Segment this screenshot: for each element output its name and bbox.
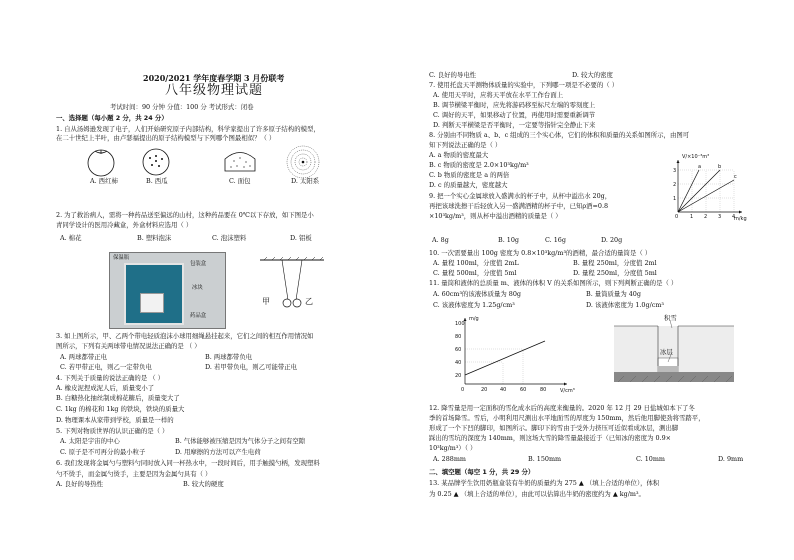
q11-ylabel: m/g bbox=[469, 316, 479, 322]
q3-option-d: D. 若甲带负电，则乙可能带正电 bbox=[205, 363, 298, 371]
q12-line: 形成了一个下凹的脚印，如图所示。脚印下的雪由于受外力挤压可近似看成冰层，测出脚 bbox=[429, 424, 679, 432]
q13-line: 为 0.25 ▲ （填上合适的单位），由此可以估算出牛奶的密度约为 ▲ kg/m³。 bbox=[429, 490, 645, 498]
q1-line: 在二十世纪上半叶，由卢瑟福提出的原子结构模型与下列哪个图最相似？（ ） bbox=[56, 134, 276, 142]
q12-line: 10³kg/m³）（ ） bbox=[429, 444, 477, 452]
q13-line: 13. 某品牌学生饮用奶瓶盒装有牛奶的质量约为 275 ▲ （填上合适的单位），体积 bbox=[429, 479, 660, 487]
exam-subtitle: 八年级物理试题 bbox=[165, 83, 264, 98]
q1-option-b: B. 西瓜 bbox=[146, 177, 168, 185]
q6-option-a: A. 良好的导热性 bbox=[56, 480, 104, 488]
q8-xtick: 1 bbox=[690, 214, 694, 220]
q10-option-a: A. 量程 100ml，分度值 2mL bbox=[433, 259, 519, 267]
q7-line: 7. 使用托盘天平测物体质量的实验中，下列哪一项是不必要的（ ） bbox=[429, 81, 619, 89]
q8-line: 知下列说法正确的是（ ） bbox=[429, 141, 502, 149]
q12-option-d: D. 9mm bbox=[718, 455, 744, 463]
exam-title: 2020/2021 学年度春学期 3 月份联考 bbox=[143, 73, 285, 83]
q8-ytick: 2 bbox=[673, 182, 677, 188]
q8-xlabel: m/kg bbox=[734, 216, 747, 222]
label-thermos: 保温瓶 bbox=[113, 255, 130, 261]
q11-ytick: 60 bbox=[455, 347, 462, 353]
q11-ytick: 100 bbox=[455, 321, 465, 327]
q7-option-c: C. 调好的天平，如果移动了位置，再使用时需要重新调节 bbox=[433, 111, 596, 119]
q8-ylabel: V/×10⁻³m³ bbox=[682, 154, 710, 160]
q6-line: 6. 我们发现将金属勺与塑料勺同时放入同一杯热水中，一段时间后，用手触摸勺柄，发现塑料 bbox=[56, 459, 320, 467]
q1-option-c: C. 面包 bbox=[229, 177, 251, 185]
q8-line-b-label: b bbox=[718, 164, 722, 170]
q7-option-b: B. 调节横梁平衡时，应先将游码移至标尺左端的零刻度上 bbox=[433, 101, 596, 109]
q6-option-d: D. 较大的密度 bbox=[572, 71, 613, 79]
q9-option-b: B. 10g bbox=[498, 236, 519, 244]
q8-option-b: B. c 物质的密度是 2.0×10³kg/m³ bbox=[429, 161, 529, 169]
q9-line: 9. 把一个实心金属球放入盛满水的杯子中，从杯中溢出水 20g， bbox=[429, 192, 612, 200]
q8-xtick: 0 bbox=[675, 214, 679, 220]
q6-option-b: B. 较大的硬度 bbox=[183, 480, 224, 488]
q9-option-d: D. 20g bbox=[601, 236, 623, 244]
q10-option-d: D. 量程 250ml，分度值 5ml bbox=[573, 269, 657, 277]
watermelon-figure bbox=[140, 146, 172, 178]
q10-option-c: C. 量程 500ml，分度值 5ml bbox=[433, 269, 517, 277]
q11-line: 11. 量筒和液体的总质量 m、液体的体积 V 的关系如图所示，则下列判断正确的是（ ） bbox=[429, 279, 678, 287]
q5-option-b: B. 气体能够被压缩是因为气体分子之间有空隙 bbox=[175, 437, 306, 445]
label-ice-layer: 冰层 bbox=[660, 348, 673, 356]
q6-line: 勺不烫手，而金属勺烫手，主要是因为金属勺具有（ ） bbox=[56, 470, 212, 478]
q11-option-a: A. 60cm³的该液体质量为 80g bbox=[433, 290, 521, 298]
q7-option-d: D. 判断天平横梁是否平衡时，一定要等指针完全静止下来 bbox=[433, 121, 596, 129]
q11-option-b: B. 量筒质量为 40g bbox=[586, 290, 641, 298]
label-jia: 甲 bbox=[262, 297, 270, 306]
q11-xtick: 0 bbox=[461, 387, 465, 393]
q2-option-b: B. 塑料泡沫 bbox=[137, 234, 172, 242]
q4-option-c: C. 1kg 的棉花和 1kg 的铁块，铁块的质量大 bbox=[56, 405, 185, 413]
label-snow: 积雪 bbox=[664, 314, 677, 322]
q4-option-d: D. 物理课本从家带到学校，质量是一样的 bbox=[56, 416, 174, 424]
bread-figure bbox=[222, 146, 258, 178]
q8-option-a: A. a 物质的密度最大 bbox=[429, 151, 489, 159]
q3-line: 3. 如上图所示，甲、乙两个带电轻质泡沫小球用细绳悬挂起来，它们之间的相互作用情况如 bbox=[56, 332, 314, 340]
q12-option-b: B. 150mm bbox=[528, 455, 562, 463]
q11-ytick: 40 bbox=[455, 360, 462, 366]
q9-line: 再把该球洗擦干后轻放入另一盛满酒精的杯子中，已知ρ酒=0.8 bbox=[429, 202, 609, 210]
q12-line: 12. 降雪量是用一定面积的雪化成水后的高度来衡量的。2020 年 12 月 29 日盐城如本下了冬 bbox=[429, 404, 695, 412]
q8-volume-mass-graph bbox=[668, 156, 750, 220]
q1-option-a: A. 西红柿 bbox=[90, 177, 118, 185]
q8-ytick: 3 bbox=[673, 168, 677, 174]
q11-xtick: 60 bbox=[520, 387, 527, 393]
snow-footprint-figure bbox=[610, 316, 740, 390]
q5-line: 5. 下列对物质世界的认识正确的是（ ） bbox=[56, 427, 169, 435]
q3-line: 图所示，下列有关两球带电情况说法正确的是 （ ） bbox=[56, 342, 201, 350]
label-package: 包装盒 bbox=[190, 261, 207, 267]
q2-option-d: D. 铝板 bbox=[290, 234, 312, 242]
q12-option-a: A. 288mm bbox=[433, 455, 466, 463]
q8-line: 8. 分别由不同物质 a、b、c 组成的三个实心体，它们的体积和质量的关系如图所示，由图可 bbox=[429, 131, 690, 139]
q1-line: 1. 自从汤姆逊发现了电子，人们开始研究原子内部结构，科学家提出了许多原子结构的模型， bbox=[56, 125, 320, 133]
q5-option-a: A. 太阳是宇宙的中心 bbox=[60, 437, 120, 445]
q11-xtick: 40 bbox=[500, 387, 507, 393]
q11-ytick: 80 bbox=[455, 334, 462, 340]
q12-line: 踩出的雪坑的深度为 140mm，则这场大雪的降雪量最接近于（已知冰的密度为 0.9× bbox=[429, 434, 672, 442]
q8-option-c: C. b 物质的密度是 a 的两倍 bbox=[429, 171, 510, 179]
q3-option-c: C. 若甲带正电，则乙一定带负电 bbox=[60, 363, 152, 371]
q5-option-c: C. 原子是不可再分的最小粒子 bbox=[60, 448, 146, 456]
q4-option-a: A. 橡皮泥捏成泥人后，质量变小了 bbox=[56, 384, 155, 392]
q12-line: 季的首场降雪。雪后，小明利用尺测出水平地面雪的厚度为 150mm，然后他用脚使劲将雪踏平， bbox=[429, 414, 705, 422]
exam-info: 考试时间：90 分钟 分值：100 分 考试形式：闭卷 bbox=[110, 103, 254, 111]
label-medicine-box: 药品盒 bbox=[190, 313, 207, 319]
q2-option-a: A. 棉花 bbox=[60, 234, 82, 242]
q8-ytick: 1 bbox=[673, 196, 677, 202]
q4-line: 4. 下列关于质量的说法正确的是 （ ） bbox=[56, 374, 165, 382]
q8-line-c-label: c bbox=[734, 174, 737, 180]
q11-option-c: C. 该液体密度为 1.25g/cm³ bbox=[433, 301, 515, 309]
q9-line: ×10³kg/m³，则从杯中溢出酒精的质量是（ ） bbox=[429, 212, 562, 220]
q11-ytick: 20 bbox=[455, 373, 462, 379]
q8-option-d: D. c 的质量越大，密度越大 bbox=[429, 181, 508, 189]
tomato-figure bbox=[85, 146, 117, 178]
q11-xtick: 20 bbox=[481, 387, 488, 393]
section2-heading: 二、填空题（每空 1 分，共 29 分） bbox=[429, 468, 535, 476]
q9-option-c: C. 16g bbox=[545, 236, 566, 244]
cold-storage-box-photo bbox=[109, 252, 226, 329]
q3-option-b: B. 两球都带负电 bbox=[205, 353, 253, 361]
q3-option-a: A. 两球都带正电 bbox=[60, 353, 108, 361]
q11-option-d: D. 该液体密度为 1.0g/cm³ bbox=[586, 301, 664, 309]
label-ice: 冰块 bbox=[192, 285, 203, 291]
q10-option-b: B. 量程 250ml，分度值 2ml bbox=[573, 259, 657, 267]
q12-option-c: C. 10mm bbox=[636, 455, 665, 463]
q4-option-b: B. 白糖热化抽丝制成棉花糖后，质量变大了 bbox=[56, 394, 180, 402]
q9-option-a: A. 8g bbox=[432, 236, 449, 244]
label-yi: 乙 bbox=[305, 297, 313, 306]
q2-line: 青同学设计的医用冷藏盒，外盒材料应选用（ ） bbox=[56, 221, 193, 229]
q10-line: 10. 一次需要量出 100g 密度为 0.8×10³kg/m³的酒精，最合适的量筒是（ ） bbox=[429, 249, 652, 257]
q8-xtick: 3 bbox=[718, 214, 722, 220]
q5-option-d: D. 用摩擦的方法可以产生电荷 bbox=[175, 448, 261, 456]
solar-system-figure bbox=[285, 144, 321, 180]
q7-option-a: A. 使用天平时，应将天平放在水平工作台面上 bbox=[433, 91, 564, 99]
q8-xtick: 4 bbox=[732, 214, 736, 220]
q1-option-d: D. 太阳系 bbox=[291, 177, 320, 185]
q2-option-c: C. 泡沫塑料 bbox=[212, 234, 247, 242]
q2-line: 2. 为了救治病人，需将一种药品送至偏远的山村，这种药品要在 0℃以下存放，如下图是小 bbox=[56, 211, 314, 219]
section1-heading: 一、选择题（每小题 2 分，共 24 分） bbox=[56, 114, 168, 122]
q8-xtick: 2 bbox=[704, 214, 708, 220]
q11-xtick: 80 bbox=[540, 387, 547, 393]
q8-line-a-label: a bbox=[698, 164, 702, 170]
q6-option-c: C. 良好的导电性 bbox=[429, 71, 477, 79]
q11-xlabel: V/cm³ bbox=[560, 388, 575, 394]
q11-mass-volume-graph bbox=[455, 314, 580, 394]
charged-balls-figure bbox=[258, 258, 328, 316]
